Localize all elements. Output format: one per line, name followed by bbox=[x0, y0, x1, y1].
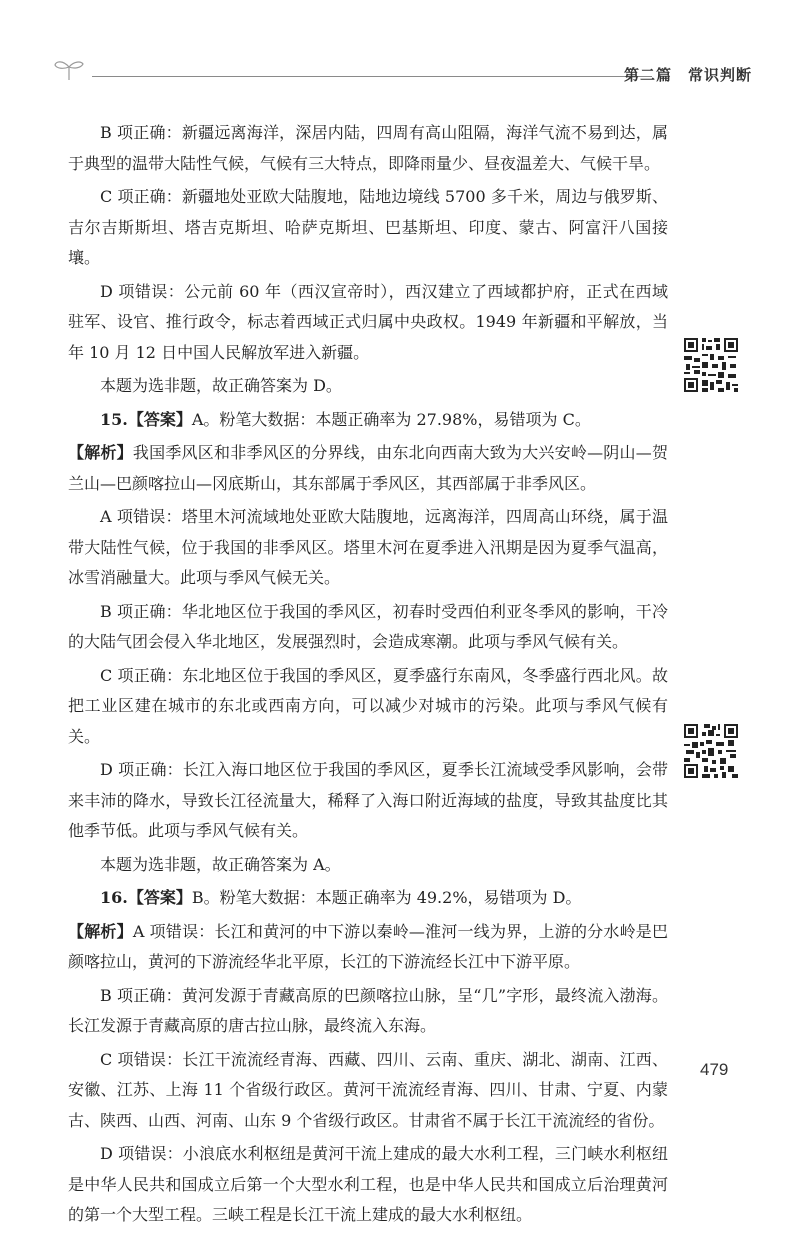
paragraph-c-dongbei: C 项正确：东北地区位于我国的季风区，夏季盛行东南风，冬季盛行西北风。故把工业区建在城市的东北或西南方向，可以减少对城市的污染。此项与季风气候有关。 bbox=[68, 665, 668, 746]
paragraph-conclusion-14: 本题为选非题，故正确答案为 D。 bbox=[100, 376, 342, 395]
paragraph-c-rivers: C 项错误：长江干流流经青海、西藏、四川、云南、重庆、湖北、湖南、江西、安徽、江苏、上海 11 个省级行政区。黄河干流流经青海、四川、甘肃、宁夏、内蒙古、陕西、山西、河南、山东 9 个省级行政区。甘肃省不属于长江干流流经的省份。 bbox=[68, 1049, 668, 1130]
paragraph-a-tarim: A 项错误：塔里木河流域地处亚欧大陆腹地，远离海洋，四周高山环绕，属于温带大陆性气候，位于我国的非季风区。塔里木河在夏季进入汛期是因为夏季气温高，冰雪消融量大。此项与季风气候无关。 bbox=[68, 507, 668, 587]
paragraph-b-huabei: B 项正确：华北地区位于我国的季风区，初春时受西伯利亚冬季风的影响，干冷的大陆气团会侵入华北地区，发展强烈时，会造成寒潮。此项与季风气候有关。 bbox=[68, 601, 668, 651]
answer-label: 16.【答案】 bbox=[100, 888, 192, 907]
section-title: 第二篇 常识判断 bbox=[623, 66, 752, 84]
paragraph-c-xinjiang: C 项正确：新疆地处亚欧大陆腹地，陆地边境线 5700 多千米，周边与俄罗斯、吉尔吉斯斯坦、塔吉克斯坦、哈萨克斯坦、巴基斯坦、印度、蒙古、阿富汗八国接壤。 bbox=[68, 187, 668, 267]
answer-15 bbox=[68, 405, 668, 436]
page-number: 479 bbox=[700, 1060, 729, 1079]
answer-text: B。粉笔大数据：本题正确率为 49.2%，易错项为 D。 bbox=[191, 888, 582, 907]
analysis-label: 【解析】 bbox=[68, 443, 133, 462]
answer-label: 15.【答案】 bbox=[100, 409, 192, 429]
paragraph-b-huanghe: B 项正确：黄河发源于青藏高原的巴颜喀拉山脉，呈“几”字形，最终流入渤海。长江发源于青藏高原的唐古拉山脉，最终流入东海。 bbox=[68, 985, 668, 1035]
qr-code-icon[interactable] bbox=[682, 336, 740, 394]
answer-16 bbox=[68, 883, 668, 914]
sprout-icon bbox=[52, 58, 86, 82]
paragraph-d-changjiang: D 项正确：长江入海口地区位于我国的季风区，夏季长江流域受季风影响，会带来丰沛的降水，导致长江径流量大，稀释了入海口附近海域的盐度，导致其盐度比其他季节低。此项与季风气候有关。 bbox=[68, 760, 668, 840]
paragraph-d-xinjiang: D 项错误：公元前 60 年（西汉宣帝时），西汉建立了西域都护府，正式在西域驻军、设官、推行政令，标志着西域正式归属中央政权。1949 年新疆和平解放，当年 10 月 12 日中国人民解放军进入新疆。 bbox=[68, 281, 668, 362]
qr-code-icon[interactable] bbox=[682, 722, 740, 780]
page-header bbox=[52, 52, 752, 92]
analysis-15 bbox=[68, 438, 668, 499]
paragraph-b-xinjiang: B 项正确：新疆远离海洋，深居内陆，四周有高山阻隔，海洋气流不易到达，属于典型的温带大陆性气候，气候有三大特点，即降雨量少、昼夜温差大、气候干旱。 bbox=[68, 123, 668, 173]
analysis-text: 我国季风区和非季风区的分界线，由东北向西南大致为大兴安岭—阴山—贺兰山—巴颜喀拉山—冈底斯山，其东部属于季风区，其西部属于非季风区。 bbox=[68, 443, 668, 493]
analysis-label: 【解析】 bbox=[68, 921, 133, 941]
paragraph-d-dams: D 项错误：小浪底水利枢纽是黄河干流上建成的最大水利工程，三门峡水利枢纽是中华人民共和国成立后第一个大型水利工程，也是中华人民共和国成立后治理黄河的第一个大型工程。三峡工程是长江干流上建成的最大水利枢纽。 bbox=[68, 1144, 668, 1224]
analysis-16 bbox=[68, 917, 668, 978]
answer-explanations bbox=[68, 118, 668, 1234]
answer-text: A。粉笔大数据：本题正确率为 27.98%，易错项为 C。 bbox=[191, 409, 591, 429]
analysis-text: A 项错误：长江和黄河的中下游以秦岭—淮河一线为界，上游的分水岭是巴颜喀拉山，黄河的下游流经华北平原，长江的下游流经长江中下游平原。 bbox=[68, 921, 668, 971]
paragraph-conclusion-15: 本题为选非题，故正确答案为 A。 bbox=[100, 854, 341, 874]
header-rule bbox=[92, 76, 652, 77]
